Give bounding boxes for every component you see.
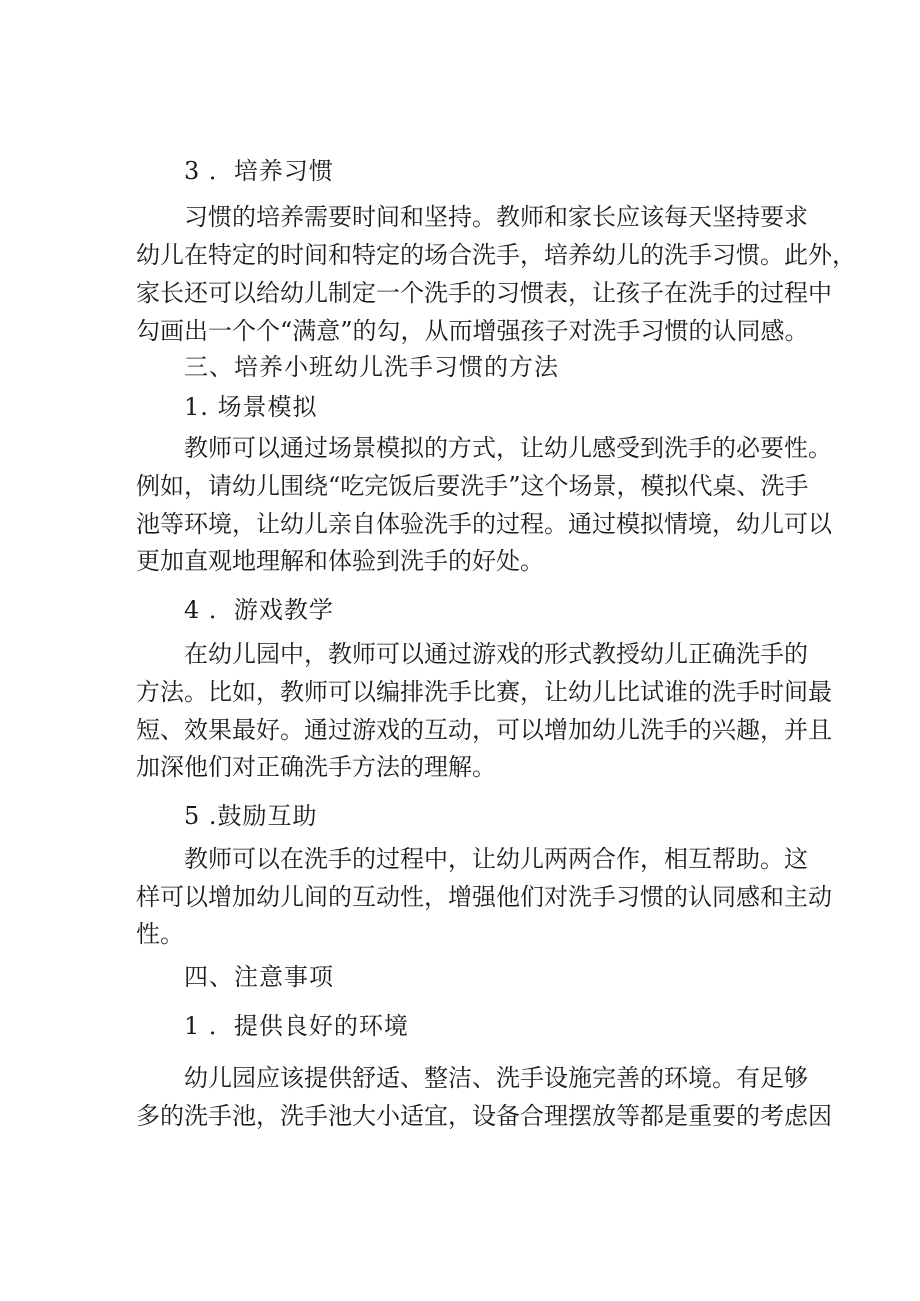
paragraph-line: 幼儿在特定的时间和特定的场合洗手，培养幼儿的洗手习惯。此外， <box>136 241 856 269</box>
paragraph-line: 性。 <box>136 920 184 948</box>
section-heading-game: 4 ．游戏教学 <box>184 596 334 624</box>
paragraph-line: 短、效果最好。通过游戏的互动，可以增加幼儿洗手的兴趣，并且 <box>136 716 832 744</box>
paragraph-line: 例如，请幼儿围绕“吃完饭后要洗手”这个场景，模拟代桌、洗手 <box>136 472 809 500</box>
section-heading-scene: 1. 场景模拟 <box>184 393 318 421</box>
paragraph-line: 加深他们对正确洗手方法的理解。 <box>136 753 496 781</box>
section-heading-environment: 1 ．提供良好的环境 <box>184 1012 409 1040</box>
paragraph-line: 教师可以在洗手的过程中，让幼儿两两合作，相互帮助。这 <box>184 845 808 873</box>
paragraph-line: 多的洗手池，洗手池大小适宜，设备合理摆放等都是重要的考虑因 <box>136 1102 832 1130</box>
paragraph-line: 在幼儿园中，教师可以通过游戏的形式教授幼儿正确洗手的 <box>184 640 808 668</box>
chapter-heading-notes: 四、注意事项 <box>184 963 334 991</box>
section-heading-habit: 3 ．培养习惯 <box>184 157 334 185</box>
paragraph-line: 教师可以通过场景模拟的方式，让幼儿感受到洗手的必要性。 <box>184 434 832 462</box>
paragraph-line: 习惯的培养需要时间和坚持。教师和家长应该每天坚持要求 <box>184 203 808 231</box>
chapter-heading-methods: 三、培养小班幼儿洗手习惯的方法 <box>184 353 559 381</box>
paragraph-line: 幼儿园应该提供舒适、整洁、洗手设施完善的环境。有足够 <box>184 1064 808 1092</box>
section-heading-help: 5 .鼓励互助 <box>184 802 318 830</box>
paragraph-line: 家长还可以给幼儿制定一个洗手的习惯表，让孩子在洗手的过程中 <box>136 279 832 307</box>
paragraph-line: 方法。比如，教师可以编排洗手比赛，让幼儿比试谁的洗手时间最 <box>136 678 832 706</box>
paragraph-line: 池等环境，让幼儿亲自体验洗手的过程。通过模拟情境，幼儿可以 <box>136 510 832 538</box>
paragraph-line: 勾画出一个个“满意”的勾，从而增强孩子对洗手习惯的认同感。 <box>136 317 809 345</box>
paragraph-line: 更加直观地理解和体验到洗手的好处。 <box>136 547 544 575</box>
paragraph-line: 样可以增加幼儿间的互动性，增强他们对洗手习惯的认同感和主动 <box>136 883 832 911</box>
